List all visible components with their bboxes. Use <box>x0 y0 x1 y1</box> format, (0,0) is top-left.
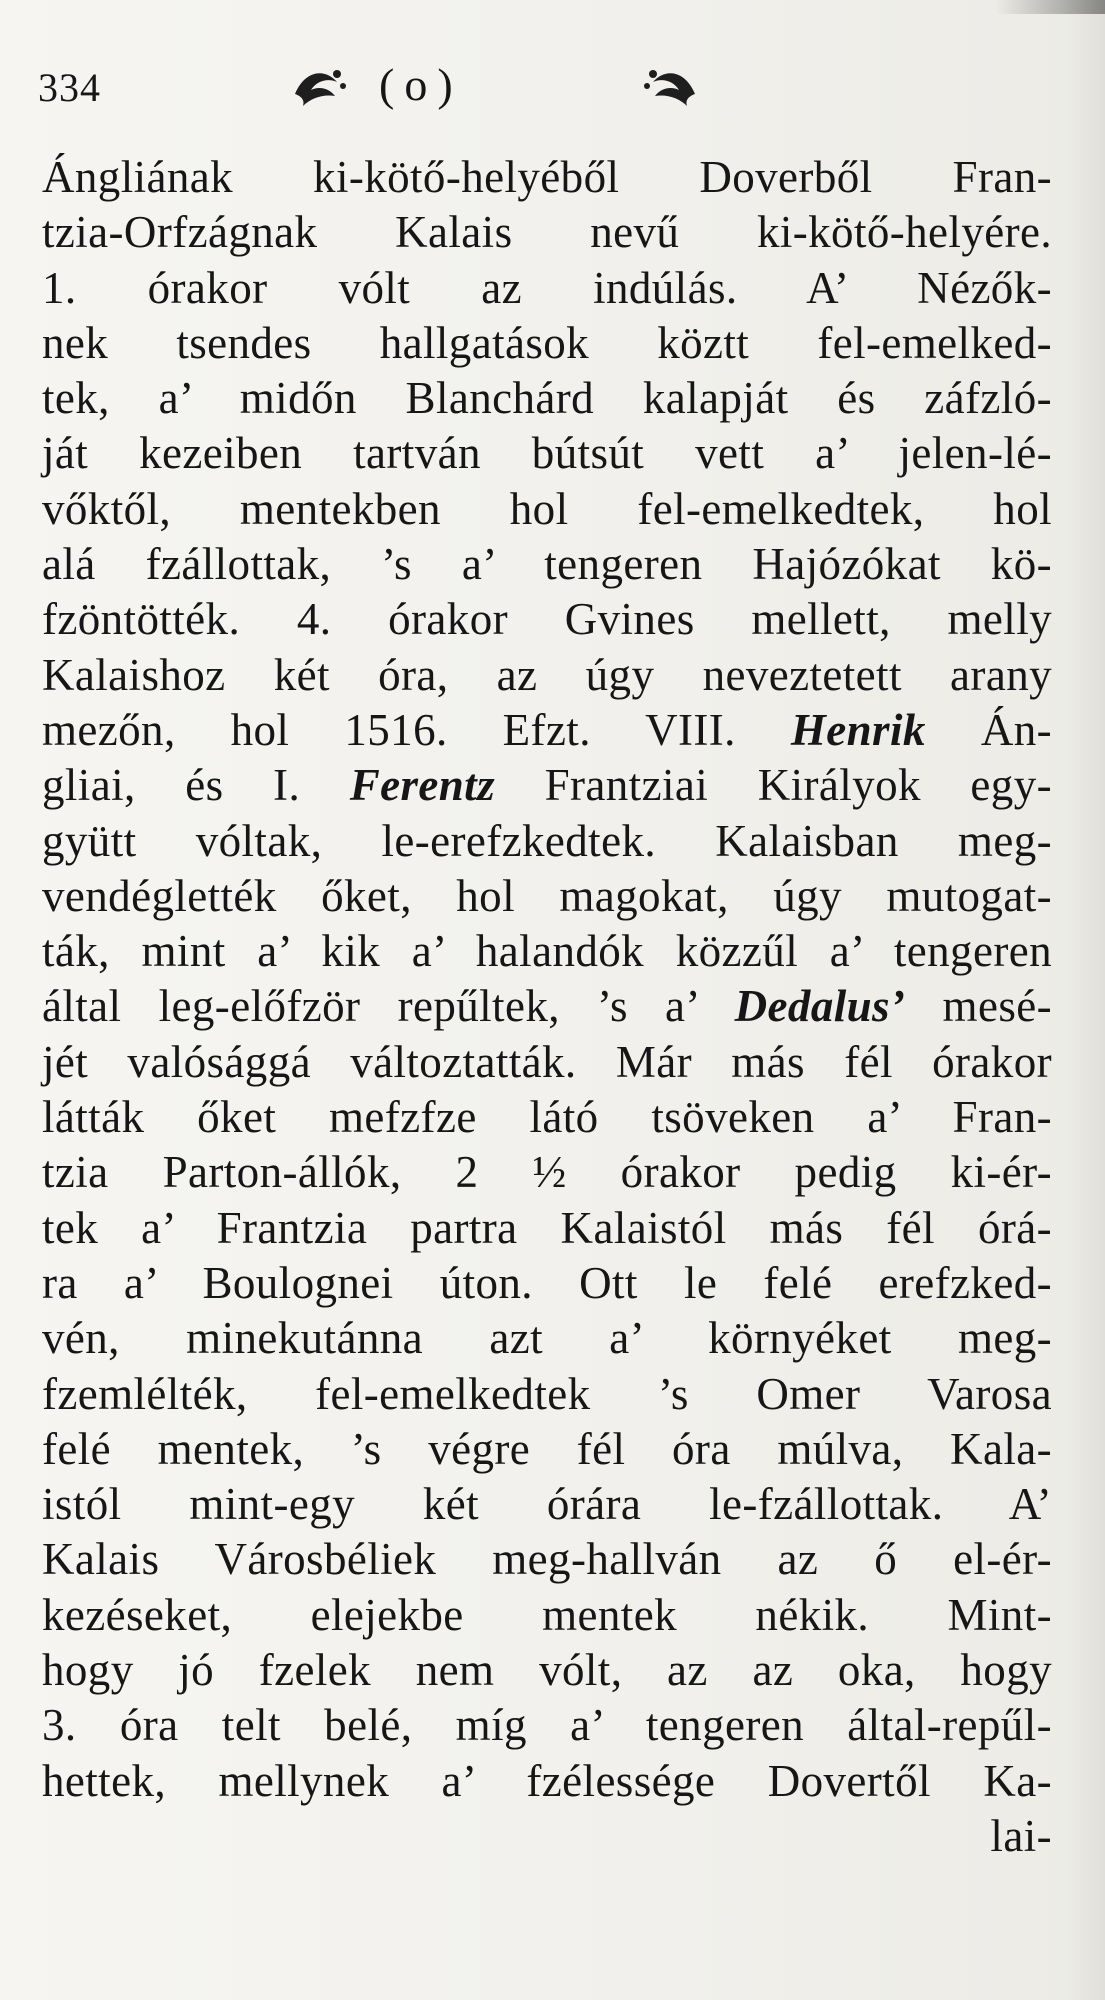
text-line: hettek, mellynek a’ fzélessége Dovertől Ka- <box>42 1755 1052 1806</box>
text-line: fzöntötték. 4. órakor Gvines mellett, melly <box>42 594 1052 645</box>
page-number: 334 <box>38 65 101 110</box>
text-segment: gliai, és I. <box>42 760 301 811</box>
text-line: tzia-Orfzágnak Kalais nevű ki-kötő-helyére. <box>42 207 1052 258</box>
text-segment: által leg-előfzör repűltek, ’s a’ <box>42 981 698 1032</box>
text-line: Ángliának ki-kötő-helyéből Doverből Fran- <box>42 152 1052 202</box>
scan-corner-mark <box>995 0 1105 14</box>
text-line: alá fzállottak, ’s a’ tengeren Hajózókat kö- <box>42 539 1052 590</box>
text-line: hogy jó fzelek nem vólt, az az oka, hogy <box>42 1645 1052 1696</box>
italic-name-ferentz: Ferentz <box>349 760 496 811</box>
page-header <box>36 58 1036 138</box>
text-line <box>42 979 1052 1034</box>
text-line: Kalais Városbéliek meg-hallván az ő el-ér- <box>42 1534 1052 1585</box>
text-line: 1. órakor vólt az indúlás. A’ Nézők- <box>42 262 1052 313</box>
italic-name-henrik: Henrik <box>790 704 926 755</box>
text-line: vőktől, mentekben hol fel-emelkedtek, hol <box>42 483 1052 534</box>
text-line: istól mint-egy két órára le-fzállottak. A’ <box>42 1479 1052 1530</box>
text-line: felé mentek, ’s végre fél óra múlva, Kala- <box>42 1423 1052 1474</box>
body-text <box>42 150 1052 1864</box>
text-line: ját kezeiben tartván bútsút vett a’ jelen-lé- <box>42 428 1052 479</box>
text-segment: Án- <box>980 704 1052 755</box>
text-line: tek a’ Frantzia partra Kalaistól más fél órá- <box>42 1202 1052 1253</box>
text-line: látták őket mefzfze látó tsöveken a’ Fran- <box>42 1092 1052 1143</box>
text-line: kezéseket, elejekbe mentek nékik. Mint- <box>42 1589 1052 1640</box>
text-segment: Frantziai Királyok egy- <box>544 760 1052 811</box>
text-line: jét valósággá változtatták. Már más fél órakor <box>42 1036 1052 1087</box>
text-line: ra a’ Boulognei úton. Ott le felé erefzked- <box>42 1257 1052 1308</box>
text-line: tzia Parton-állók, 2 ½ órakor pedig ki-ér- <box>42 1147 1052 1198</box>
text-line: 3. óra telt belé, míg a’ tengeren által-repűl- <box>42 1700 1052 1751</box>
text-line: vendéglették őket, hol magokat, úgy mutogat- <box>42 870 1052 921</box>
text-line <box>42 758 1052 813</box>
text-line: nek tsendes hallgatások köztt fel-emelked- <box>42 317 1052 368</box>
text-line: tek, a’ midőn Blanchárd kalapját és záfzló- <box>42 373 1052 424</box>
italic-name-dedalus: Dedalus’ <box>734 981 906 1032</box>
page-edge-shadow <box>1065 0 1105 2000</box>
text-line <box>42 703 1052 758</box>
text-line: fzemlélték, fel-emelkedtek ’s Omer Varosa <box>42 1368 1052 1419</box>
text-line: gyütt vóltak, le-erefzkedtek. Kalaisban meg- <box>42 815 1052 866</box>
text-line: ták, mint a’ kik a’ halandók közzűl a’ tengeren <box>42 926 1052 977</box>
text-line: vén, minekutánna azt a’ környéket meg- <box>42 1313 1052 1364</box>
catchword: lai- <box>990 1810 1052 1861</box>
floral-ornament-icon <box>641 64 699 112</box>
text-segment: mezőn, hol 1516. Efzt. VIII. <box>42 704 736 755</box>
text-segment: mesé- <box>942 981 1052 1032</box>
text-line: Kalaishoz két óra, az úgy neveztetett arany <box>42 649 1052 700</box>
running-head: (o) <box>379 59 463 110</box>
floral-ornament-icon <box>291 64 349 112</box>
